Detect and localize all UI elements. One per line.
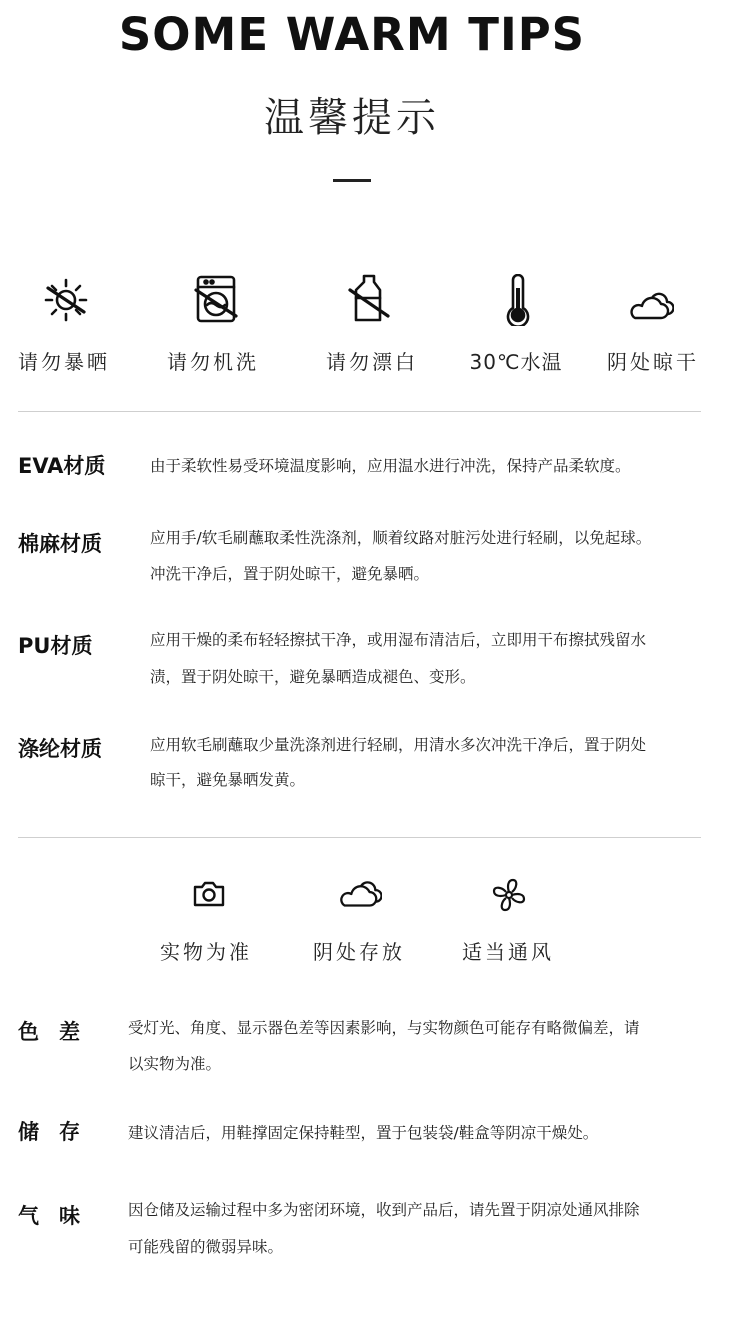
material-text-polyester: 应用软毛刷蘸取少量洗涤剂进行轻刷，用清水多次冲洗干净后，置于阴处: [150, 736, 647, 754]
cloud-icon: [336, 878, 382, 910]
thermometer-icon: [504, 274, 532, 326]
note-name-storage: 储存: [18, 1120, 100, 1144]
material-name-eva: EVA材质: [18, 454, 106, 478]
care-label-no-sun: 请勿暴晒: [18, 350, 110, 374]
note-text-odor: 可能残留的微弱异味。: [128, 1238, 284, 1256]
note-name-color-difference: 色差: [18, 1020, 100, 1044]
note-text-storage: 建议清洁后，用鞋撑固定保持鞋型，置于包装袋/鞋盒等阴凉干燥处。: [128, 1124, 599, 1142]
material-text-cotton-linen: 冲洗干净后，置于阴处晾干，避免暴晒。: [150, 565, 430, 583]
material-text-pu: 渍，置于阴处晾干，避免暴晒造成褪色、变形。: [150, 668, 476, 686]
material-text-cotton-linen: 应用手/软毛刷蘸取柔性洗涤剂，顺着纹路对脏污处进行轻刷，以免起球。: [150, 529, 652, 547]
note-text-color-difference: 以实物为准。: [128, 1055, 222, 1073]
material-text-pu: 应用干燥的柔布轻轻擦拭干净，或用湿布清洁后，立即用干布擦拭残留水: [150, 631, 647, 649]
material-text-eva: 由于柔软性易受环境温度影响，应用温水进行冲洗，保持产品柔软度。: [150, 457, 631, 475]
material-text-polyester: 晾干，避免暴晒发黄。: [150, 771, 306, 789]
storage-label-actual-item: 实物为准: [160, 940, 252, 964]
note-name-odor: 气味: [18, 1204, 100, 1228]
section-divider: [18, 411, 701, 412]
care-label-no-machine-wash: 请勿机洗: [167, 350, 259, 374]
storage-label-shade-storage: 阴处存放: [313, 940, 405, 964]
no-sun-icon: [42, 276, 90, 324]
note-text-color-difference: 受灯光、角度、显示器色差等因素影响，与实物颜色可能存有略微偏差，请: [128, 1019, 640, 1037]
camera-icon: [192, 880, 226, 908]
fan-icon: [491, 877, 527, 913]
care-label-shade-dry: 阴处晾干: [607, 350, 699, 374]
page-title: SOME WARM TIPS: [118, 8, 586, 61]
storage-label-ventilation: 适当通风: [462, 940, 554, 964]
material-name-pu: PU材质: [18, 634, 93, 658]
section-divider: [18, 837, 701, 838]
material-name-polyester: 涤纶材质: [18, 737, 102, 761]
page-subtitle: 温馨提示: [264, 95, 440, 141]
note-text-odor: 因仓储及运输过程中多为密闭环境，收到产品后，请先置于阴凉处通风排除: [128, 1201, 640, 1219]
care-label-water-temp: 30℃水温: [469, 350, 563, 374]
cloud-icon: [626, 290, 674, 322]
no-machine-wash-icon: [194, 274, 238, 324]
title-divider: [333, 179, 371, 182]
care-label-no-bleach: 请勿漂白: [326, 350, 418, 374]
material-name-cotton-linen: 棉麻材质: [18, 532, 102, 556]
no-bleach-icon: [346, 272, 392, 326]
